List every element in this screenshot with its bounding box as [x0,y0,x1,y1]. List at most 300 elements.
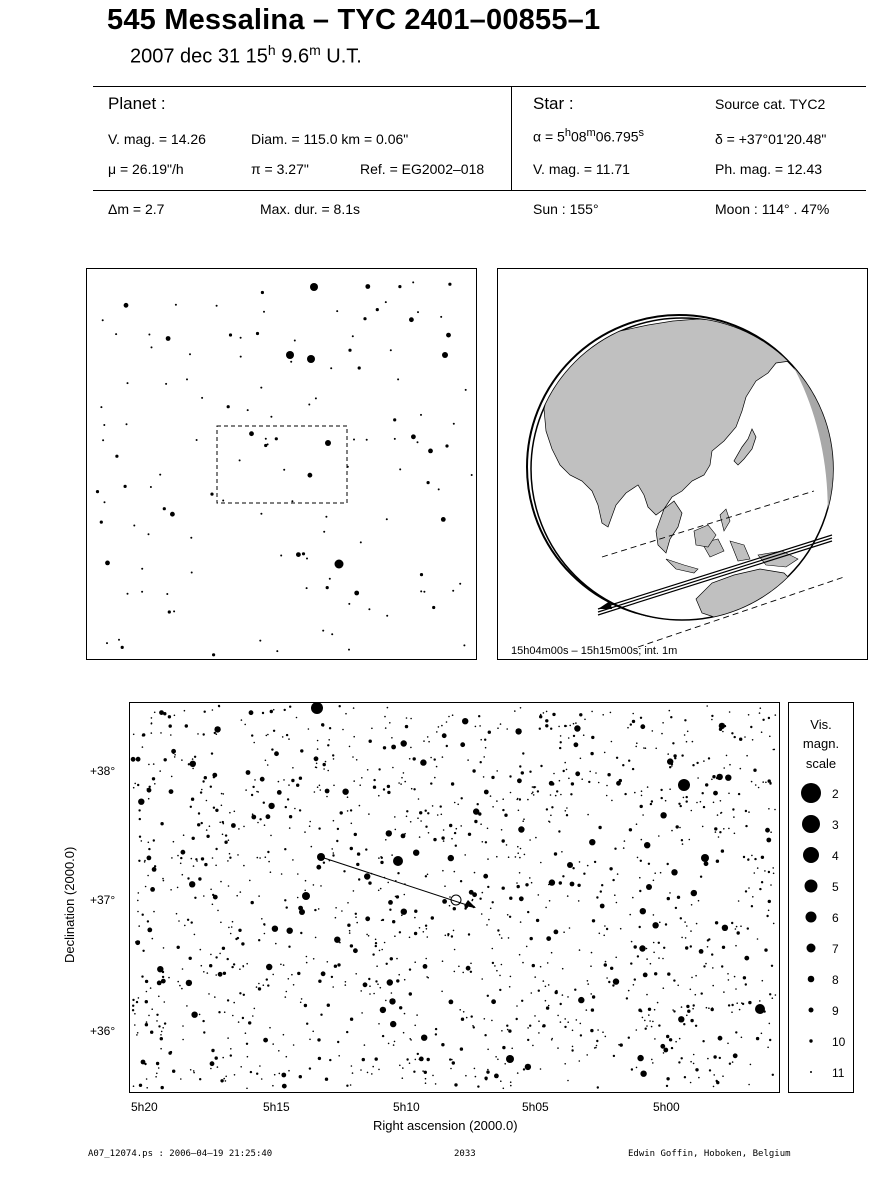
star [587,980,589,982]
star [699,949,704,954]
star [325,516,327,518]
star [510,1085,512,1087]
star [540,714,542,716]
star [195,858,197,860]
star [353,439,355,441]
star [624,793,626,795]
star [288,1070,290,1072]
star [332,854,334,856]
star [367,769,369,771]
star [420,573,423,576]
star [478,715,480,717]
star [578,997,584,1003]
star [331,633,333,635]
star [378,857,380,859]
star [497,929,499,931]
star [317,786,319,788]
star [648,1014,650,1016]
star [215,848,217,850]
star [667,758,673,764]
legend-label-11: 11 [832,1066,845,1080]
star [729,764,731,766]
star [615,957,617,959]
star [441,836,444,839]
star [186,378,188,380]
star [233,963,235,965]
star [296,784,299,787]
star [410,718,412,720]
y-tick-label-36: +36° [90,1024,116,1038]
star [658,957,660,959]
star [679,1038,681,1040]
star [480,823,482,825]
star [335,907,337,909]
star [191,921,193,923]
star [159,474,161,476]
star [300,1002,302,1004]
x-tick-label-5h15: 5h15 [263,1100,290,1114]
star [426,976,428,978]
star [748,887,750,889]
star [735,928,737,930]
star [441,517,446,522]
star [315,937,317,939]
star [773,923,775,925]
star [491,1020,493,1022]
bright-star [646,884,652,890]
star [127,382,129,384]
star [329,1059,331,1061]
star [372,953,374,955]
star [212,904,214,906]
star [452,1061,455,1064]
star [390,349,392,351]
star [573,735,575,737]
star [527,1039,529,1041]
star [294,340,296,342]
star [546,808,548,810]
star [285,996,287,998]
star [746,755,748,757]
star [510,792,512,794]
star [474,1068,476,1070]
star [442,870,444,872]
star [337,963,340,966]
star [602,714,604,716]
star [369,985,371,987]
star [376,965,378,967]
star [147,928,152,933]
moon-elongation: Moon : 114° . 47% [715,201,830,217]
star [366,439,368,441]
star [663,987,665,989]
star [204,776,207,779]
star [294,808,296,810]
star [268,861,270,863]
star [545,907,547,909]
star [137,900,139,902]
star [192,837,195,840]
star [722,925,728,931]
star [419,836,421,838]
star [560,735,562,737]
star [223,1078,225,1080]
star [519,798,521,800]
star [587,983,589,985]
star [511,1048,513,1050]
star [410,1039,412,1041]
star [769,993,771,995]
star [534,1015,536,1017]
star [194,897,196,899]
star [161,979,166,984]
star [163,507,166,510]
star [402,1067,404,1069]
star [432,606,435,609]
star [564,1026,566,1028]
star [190,761,196,767]
star [718,836,720,838]
star [383,746,386,749]
x-axis-label: Right ascension (2000.0) [373,1118,518,1133]
star [700,801,702,803]
star [293,984,295,986]
star [212,653,215,656]
star [653,952,655,954]
star [566,814,568,816]
star [762,719,764,721]
star [496,970,498,972]
star [276,650,278,652]
star [399,931,401,933]
star [155,1076,157,1078]
star [332,986,334,988]
star [637,857,639,859]
star [503,1088,505,1090]
star [342,729,344,731]
star [455,845,457,847]
star [529,771,531,773]
star [611,800,613,802]
star [606,928,608,930]
star [286,734,288,736]
star [487,1069,489,1071]
star [258,939,260,941]
star [430,782,432,784]
star [229,333,232,336]
star [375,1057,378,1060]
star [652,1021,654,1023]
event-datetime: 2007 dec 31 15$^h$ 9.6$^m$ U.T. [130,42,362,68]
star [619,779,622,782]
star [596,1040,598,1042]
star [640,860,642,862]
star [452,714,454,716]
star [667,753,669,755]
star [401,834,406,839]
star [231,966,233,968]
star [756,1037,759,1040]
star [533,786,535,788]
star [691,810,693,812]
star [491,999,496,1004]
star [191,798,194,801]
star [454,971,456,973]
star [542,1024,545,1027]
star [215,1056,218,1059]
star [419,811,422,814]
star [522,962,524,964]
star [375,980,377,982]
star [725,775,731,781]
star [238,1021,240,1023]
star [567,996,569,998]
star [355,916,357,918]
star [369,740,372,743]
star [708,757,710,759]
footer-number: 2033 [454,1149,476,1159]
star [160,1048,162,1050]
star [360,990,362,992]
star [300,749,303,752]
star [252,786,254,788]
star [768,910,770,912]
legend-title-vis: Vis. [810,717,832,732]
star [152,938,154,940]
star [232,1015,234,1017]
legend-label-8: 8 [832,973,839,987]
star [711,715,713,717]
star [138,941,140,943]
star [347,902,349,904]
star [571,1049,573,1051]
star [141,840,143,842]
star [245,789,247,791]
star [425,1082,427,1084]
star [459,583,461,585]
star [286,906,288,908]
star [272,1085,274,1087]
star [496,770,498,772]
star [163,712,166,715]
star [654,1009,656,1011]
star [161,1031,163,1033]
star [658,942,660,944]
star [427,812,429,814]
star [594,1047,596,1049]
star [365,916,370,921]
star [386,615,388,617]
star [525,1064,531,1070]
star [314,909,316,911]
star [588,781,590,783]
star [281,1073,286,1078]
star [516,882,518,884]
star [671,869,677,875]
star [419,927,421,929]
star [479,898,481,900]
star [502,1046,505,1049]
star [570,793,572,795]
star [483,874,488,879]
star [362,1058,365,1061]
star [225,1080,227,1082]
star [517,798,519,800]
star [743,856,745,858]
star [446,333,451,338]
star [160,822,163,825]
star [327,770,329,772]
star [432,805,434,807]
star [177,855,179,857]
star [191,572,193,574]
star-heading: Star : [533,94,574,113]
star [142,914,144,916]
shadow-direction-arrow [598,601,612,609]
star [691,890,697,896]
star [492,962,494,964]
star [532,964,535,967]
star [473,808,479,814]
star [598,826,601,829]
star [258,895,260,897]
star [328,739,330,741]
star [517,1072,519,1074]
star [509,986,511,988]
star [757,938,759,940]
star [567,895,569,897]
star [520,707,522,709]
star [651,800,653,802]
star [327,1004,330,1007]
star [551,1038,553,1040]
star [234,811,236,813]
star [632,720,635,723]
star [288,978,290,980]
star [141,1060,146,1065]
star [258,983,260,985]
star [209,964,212,967]
star [202,780,204,782]
star [660,872,662,874]
star [620,928,622,930]
star [700,876,702,878]
star [385,727,387,729]
star [612,984,614,986]
star [160,1037,163,1040]
star [359,784,361,786]
star [674,757,676,759]
star [736,1002,738,1004]
star [213,895,218,900]
star [349,746,351,748]
star [207,972,209,974]
star [690,989,692,991]
star [288,738,290,740]
star [154,783,156,785]
star [578,900,580,902]
background-stars [131,705,777,1090]
star [222,821,224,823]
star [406,1058,408,1060]
star [604,963,607,966]
star [304,890,306,892]
x-tick-label-5h05: 5h05 [522,1100,549,1114]
star [272,1043,274,1045]
star [217,1066,219,1068]
star [471,900,473,902]
star [424,1071,427,1074]
star [131,757,136,762]
star [501,829,503,831]
star [677,896,680,899]
star [177,981,179,983]
star [410,821,412,823]
star [695,1068,698,1071]
star [206,800,208,802]
star [484,1034,486,1036]
star [346,1085,348,1087]
star [124,485,127,488]
star [191,858,193,860]
star [653,942,655,944]
star [771,965,773,967]
star [251,901,254,904]
star [751,905,753,907]
bright-star [317,853,325,861]
star [562,968,564,970]
star [548,1005,550,1007]
star [592,995,595,998]
star [185,724,188,727]
star [696,923,698,925]
star [603,935,605,937]
star [506,844,508,846]
star [345,713,347,715]
star [166,336,171,341]
star [629,914,631,916]
legend-dot-2 [801,783,821,803]
star [387,707,389,709]
star [156,1014,158,1016]
star [386,963,388,965]
star [545,986,547,988]
star [480,761,482,763]
star [579,713,582,716]
star [646,948,648,950]
star [463,644,465,646]
star [485,1078,487,1080]
star [162,878,164,880]
star [162,1027,164,1029]
star [218,1011,220,1013]
star [289,706,291,708]
star [147,856,152,861]
star [750,726,752,728]
star [769,1023,771,1025]
star [723,991,725,993]
star [427,736,429,738]
star [551,806,553,808]
star [145,1023,148,1026]
star [151,732,153,734]
star [360,541,362,543]
star [416,1014,418,1016]
star [454,871,456,873]
star [477,1085,479,1087]
star [692,741,694,743]
star [263,984,265,986]
